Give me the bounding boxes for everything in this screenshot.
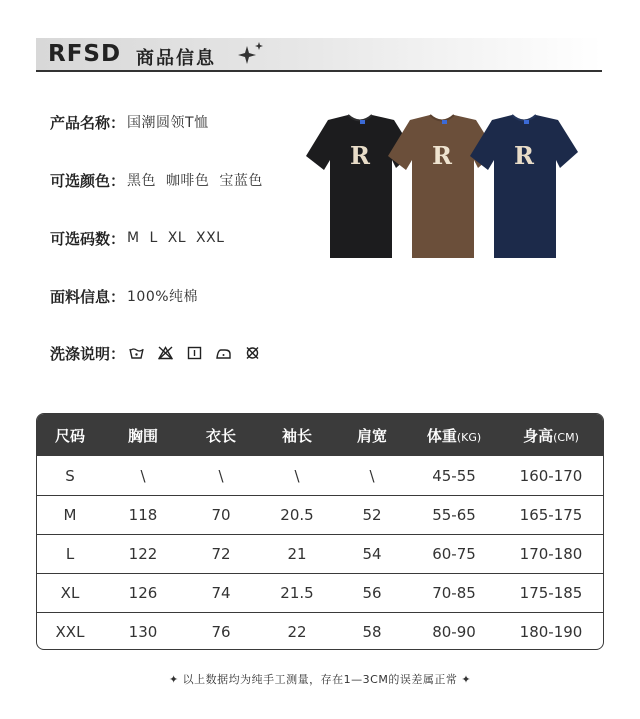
table-cell: XL bbox=[60, 584, 80, 602]
table-cell: 165-175 bbox=[519, 506, 583, 524]
header-weight-unit: (KG) bbox=[456, 430, 482, 444]
info-label: 产品名称： bbox=[50, 113, 126, 132]
table-cell: \ bbox=[294, 466, 300, 485]
info-label: 面料信息： bbox=[50, 287, 126, 306]
footnote: ✦ 以上数据均为纯手工测量，存在1—3CM的误差属正常 ✦ bbox=[168, 673, 472, 686]
table-cell: 54 bbox=[362, 545, 382, 563]
table-cell: 55-65 bbox=[432, 506, 476, 524]
table-cell: 130 bbox=[128, 623, 158, 641]
table-cell: 70 bbox=[211, 506, 231, 524]
info-row-sizes bbox=[50, 226, 224, 250]
table-cell: 21.5 bbox=[280, 584, 314, 602]
tshirt-black bbox=[306, 115, 414, 258]
info-label: 洗涤说明： bbox=[50, 344, 126, 363]
table-cell: 122 bbox=[128, 545, 158, 563]
info-row-colors bbox=[50, 168, 263, 192]
header-underline bbox=[36, 70, 602, 72]
table-cell: 58 bbox=[362, 623, 382, 641]
header-chest: 胸围 bbox=[127, 426, 158, 445]
sparkle-icon bbox=[236, 40, 266, 68]
table-row bbox=[37, 495, 603, 534]
size-table bbox=[36, 413, 604, 650]
table-cell: \ bbox=[218, 466, 224, 485]
info-row-fabric bbox=[50, 284, 198, 308]
table-cell: 22 bbox=[287, 623, 307, 641]
table-cell: 60-75 bbox=[432, 545, 476, 563]
tumble-dry-icon bbox=[187, 346, 202, 360]
table-cell: 52 bbox=[362, 506, 382, 524]
product-image bbox=[300, 112, 600, 262]
table-cell: 70-85 bbox=[432, 584, 476, 602]
info-label: 可选码数： bbox=[50, 229, 126, 248]
table-cell: L bbox=[65, 545, 75, 563]
no-bleach-icon bbox=[158, 346, 173, 360]
table-cell: 74 bbox=[211, 584, 231, 602]
info-row-name bbox=[50, 110, 209, 134]
section-title: 商品信息 bbox=[136, 48, 216, 69]
table-cell: S bbox=[65, 466, 75, 485]
info-value: 国潮圆领T恤 bbox=[127, 115, 209, 131]
table-cell: 45-55 bbox=[432, 466, 476, 485]
info-value: 100%纯棉 bbox=[127, 289, 199, 305]
info-value: M L XL XXL bbox=[127, 230, 225, 246]
tshirt-coffee bbox=[388, 115, 496, 258]
table-cell: 76 bbox=[211, 623, 231, 641]
header-sleeve: 袖长 bbox=[281, 426, 312, 445]
header-length: 衣长 bbox=[205, 426, 236, 445]
table-row bbox=[37, 612, 603, 650]
table-cell: 80-90 bbox=[432, 623, 476, 641]
header-weight bbox=[409, 425, 499, 446]
no-dry-clean-icon bbox=[245, 346, 260, 360]
table-cell: M bbox=[63, 506, 77, 524]
table-cell: 160-170 bbox=[519, 466, 583, 485]
table-cell: 21 bbox=[287, 545, 307, 563]
header-shoulder: 肩宽 bbox=[356, 426, 387, 445]
info-row-care bbox=[50, 341, 260, 365]
table-cell: 56 bbox=[362, 584, 382, 602]
table-cell: 126 bbox=[128, 584, 158, 602]
table-body bbox=[37, 456, 603, 650]
header-height-label: 身高 bbox=[523, 426, 554, 445]
table-cell: 72 bbox=[211, 545, 231, 563]
info-label: 可选颜色： bbox=[50, 171, 126, 190]
brand-logo: RFSD bbox=[48, 41, 122, 67]
table-cell: 20.5 bbox=[280, 506, 314, 524]
table-cell: 170-180 bbox=[519, 545, 583, 563]
svg-text:R: R bbox=[432, 141, 452, 170]
table-cell: 180-190 bbox=[519, 623, 583, 641]
table-cell: XXL bbox=[55, 623, 85, 641]
header-height bbox=[499, 425, 603, 446]
section-header bbox=[36, 38, 602, 72]
header-height-unit: (CM) bbox=[553, 430, 579, 444]
header-size: 尺码 bbox=[54, 426, 85, 445]
wash-tub-icon bbox=[129, 346, 144, 360]
table-cell: 175-185 bbox=[519, 584, 583, 602]
table-row bbox=[37, 573, 603, 612]
table-cell: \ bbox=[140, 466, 146, 485]
care-icons bbox=[129, 346, 260, 360]
tshirt-navy bbox=[470, 115, 578, 258]
table-cell: \ bbox=[369, 466, 375, 485]
table-row bbox=[37, 534, 603, 573]
header-weight-label: 体重 bbox=[426, 426, 457, 445]
iron-icon bbox=[216, 346, 231, 360]
table-cell: 118 bbox=[128, 506, 158, 524]
table-header bbox=[37, 414, 603, 456]
info-value: 黑色 咖啡色 宝蓝色 bbox=[127, 173, 263, 189]
svg-text:R: R bbox=[514, 141, 534, 170]
svg-text:R: R bbox=[350, 141, 370, 170]
table-row bbox=[37, 456, 603, 495]
